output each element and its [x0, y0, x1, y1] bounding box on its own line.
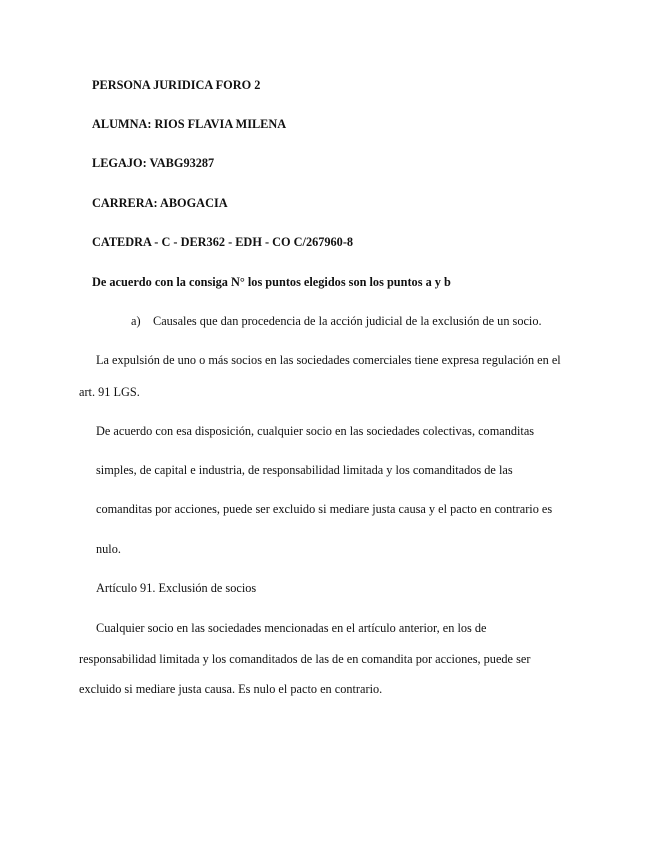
course-code: CATEDRA - C - DER362 - EDH - CO C/267960-8 [92, 235, 354, 249]
assignment-statement: De acuerdo con la consiga N° los puntos elegidos son los puntos a y b [92, 275, 451, 289]
list-marker: a) [131, 314, 141, 328]
paragraph-line: nulo. [96, 542, 121, 556]
paragraph-line: comanditas por acciones, puede ser excluido si mediare justa causa y el pacto en contrario es [96, 502, 553, 516]
paragraph-line: Cualquier socio en las sociedades mencionadas en el artículo anterior, en los de [96, 621, 487, 635]
student-record-number: LEGAJO: VABG93287 [92, 156, 215, 170]
article-heading: Artículo 91. Exclusión de socios [96, 581, 257, 595]
paragraph-line: La expulsión de uno o más socios en las sociedades comerciales tiene expresa regulación en el [96, 353, 561, 367]
list-item-a [131, 314, 542, 328]
document-title: PERSONA JURIDICA FORO 2 [92, 78, 261, 92]
paragraph-line: responsabilidad limitada y los comanditados de las de en comandita por acciones, puede ser [79, 652, 531, 666]
career: CARRERA: ABOGACIA [92, 196, 228, 210]
paragraph-line: De acuerdo con esa disposición, cualquier socio en las sociedades colectivas, comanditas [96, 424, 535, 438]
paragraph-line: art. 91 LGS. [79, 385, 140, 399]
paragraph-line: excluido si mediare justa causa. Es nulo el pacto en contrario. [79, 682, 383, 696]
paragraph-line: simples, de capital e industria, de responsabilidad limitada y los comanditados de las [96, 463, 513, 477]
list-item-text: Causales que dan procedencia de la acción judicial de la exclusión de un socio. [153, 314, 542, 328]
student-name: ALUMNA: RIOS FLAVIA MILENA [92, 117, 287, 131]
